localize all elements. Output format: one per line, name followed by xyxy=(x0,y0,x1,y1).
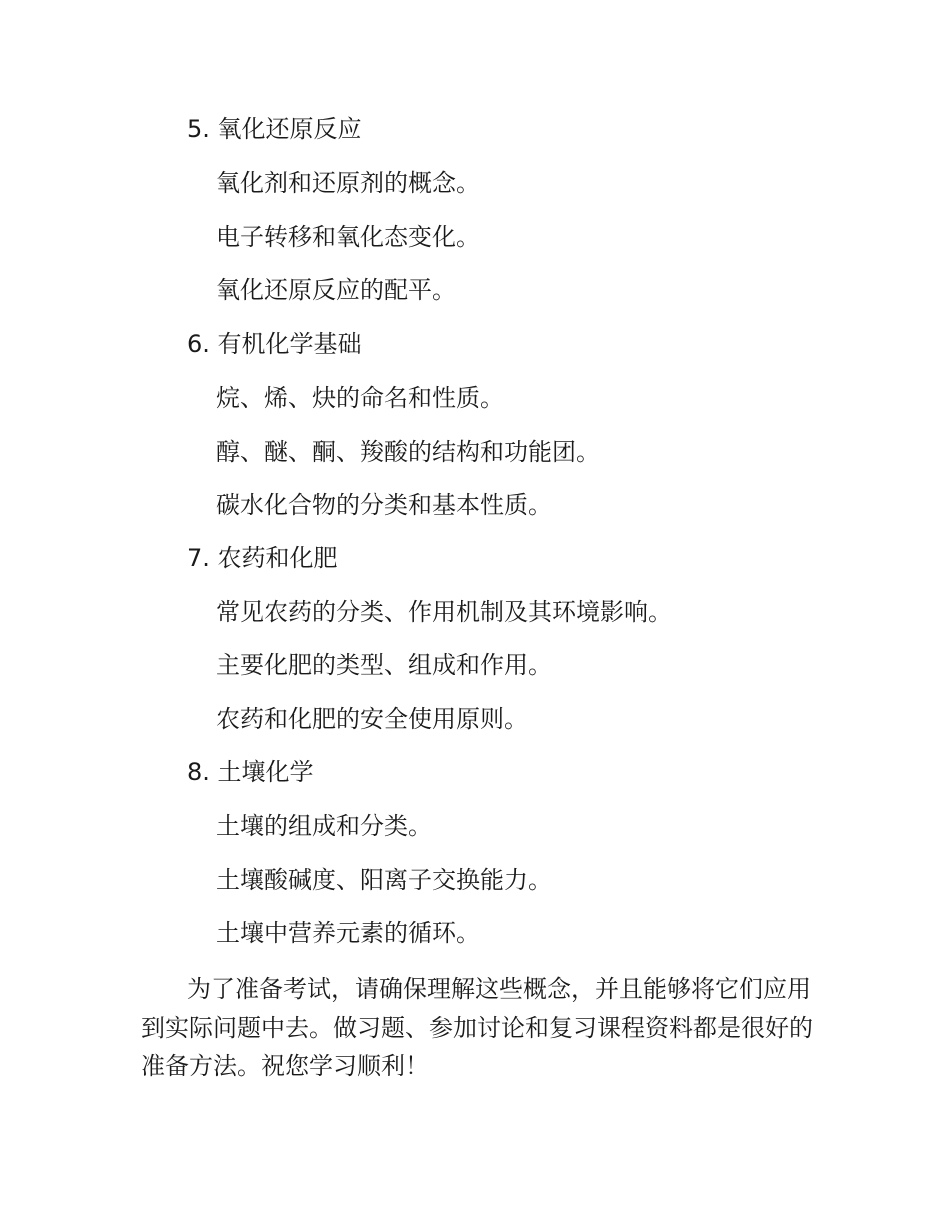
list-item: 土壤的组成和分类。 xyxy=(216,812,432,840)
list-item: 氧化还原反应的配平。 xyxy=(216,276,456,304)
list-item: 醇、醚、酮、羧酸的结构和功能团。 xyxy=(216,438,600,466)
section-title-7: 7. 农药和化肥 xyxy=(187,544,338,572)
list-item: 烷、烯、炔的命名和性质。 xyxy=(216,384,504,412)
list-item: 常见农药的分类、作用机制及其环境影响。 xyxy=(216,598,672,626)
list-item: 农药和化肥的安全使用原则。 xyxy=(216,705,528,733)
list-item: 主要化肥的类型、组成和作用。 xyxy=(216,651,552,679)
section-title-8: 8. 土壤化学 xyxy=(187,758,314,786)
closing-paragraph: 为了准备考试，请确保理解这些概念，并且能够将它们应用到实际问题中去。做习题、参加讨论和复习课程资料都是很好的准备方法。祝您学习顺利！ xyxy=(141,975,813,1080)
section-title-5: 5. 氧化还原反应 xyxy=(187,115,362,143)
list-item: 土壤酸碱度、阳离子交换能力。 xyxy=(216,866,552,894)
list-item: 碳水化合物的分类和基本性质。 xyxy=(216,491,552,519)
list-item: 电子转移和氧化态变化。 xyxy=(216,223,480,251)
list-item: 氧化剂和还原剂的概念。 xyxy=(216,169,480,197)
section-title-6: 6. 有机化学基础 xyxy=(187,330,362,358)
list-item: 土壤中营养元素的循环。 xyxy=(216,919,480,947)
